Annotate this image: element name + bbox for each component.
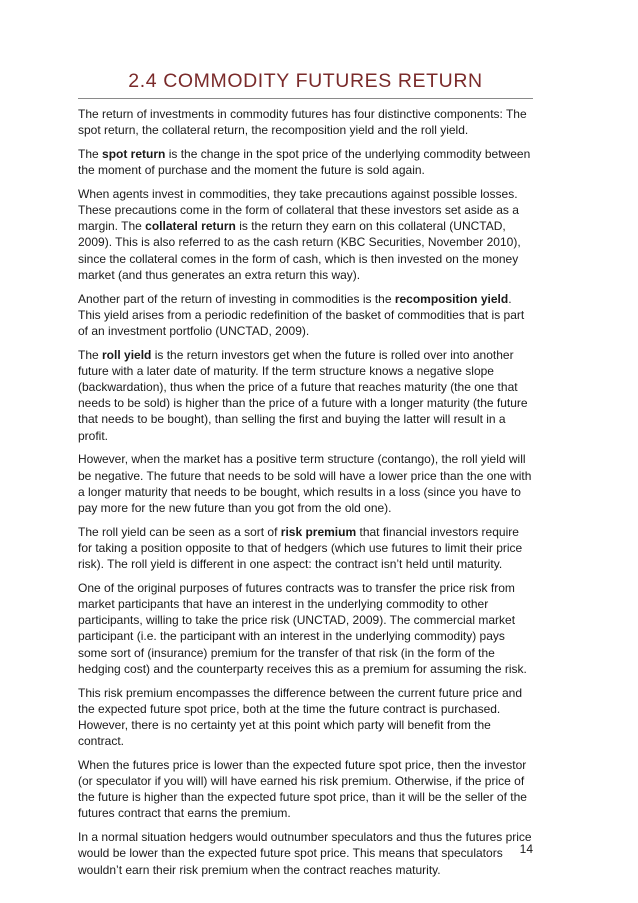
heading-rule	[78, 98, 533, 99]
paragraph	[78, 186, 536, 283]
paragraph-text: When agents invest in commodities, they take precautions against possible losses. These precautions come in the form of collateral that these investors set aside as a margin. The	[78, 186, 519, 234]
paragraph-text: This risk premium encompasses the difference between the current future price and the expected future spot price, both at the time the future contract is purchased. However, there is no certainty yet at this point which party will benefit from the contract.	[78, 685, 522, 749]
paragraph-text: The	[78, 146, 103, 161]
paragraph	[78, 347, 536, 444]
term-recomposition-yield: recomposition yield	[394, 291, 509, 306]
paragraph-text: However, when the market has a positive term structure (contango), the roll yield will be negative. The future that needs to be sold will have a lower price than the one with a longer maturity that needs to be bought, which results in a loss (since you have to pay more for the new future than you got from the old one).	[78, 452, 532, 515]
paragraph-text: is the return investors get when the future is rolled over into another future with a later date of maturity. If the term structure knows a negative slope (backwardation), thus when the price of a future that reaches maturity (the one that needs to be sold) is higher than the price of a future with a longer maturity (the future that needs to be bought), than selling the first and buying the latter will result in a profit.	[78, 347, 528, 443]
term-collateral-return: collateral return	[145, 219, 236, 234]
paragraph	[78, 580, 536, 677]
section-heading: 2.4 COMMODITY FUTURES RETURN	[128, 70, 483, 92]
paragraph-text: is the change in the spot price of the underlying commodity between the moment of purchase and the moment the future is sold again.	[78, 146, 531, 178]
page-number: 14	[519, 842, 533, 856]
paragraph	[78, 146, 536, 178]
body-text	[78, 106, 536, 885]
paragraph-text: Another part of the return of investing in commodities is the	[78, 291, 395, 306]
term-spot-return: spot return	[102, 146, 166, 161]
paragraph-text: In a normal situation hedgers would outnumber speculators and thus the futures price would be lower than the expected future spot price. This means that speculators wouldn’t earn their risk premium when the contract reaches maturity.	[78, 830, 532, 877]
paragraph-text: The return of investments in commodity futures has four distinctive components: The spot return, the collateral return, the recomposition yield and the roll yield.	[78, 107, 527, 138]
paragraph-text: The roll yield can be seen as a sort of	[78, 524, 281, 539]
paragraph	[78, 524, 536, 573]
paragraph-text: When the futures price is lower than the expected future spot price, then the investor (or speculator if you will) will have earned his risk premium. Otherwise, if the price of the future is higher than the expected future spot price, than it will be the seller of the futures contract that earns the premium.	[78, 757, 527, 821]
paragraph	[78, 685, 536, 750]
term-risk-premium: risk premium	[280, 524, 357, 539]
paragraph	[78, 106, 536, 138]
paragraph-text: . This yield arises from a periodic redefinition of the basket of commodities that is part of an investment portfolio (UNCTAD, 2009).	[78, 291, 525, 338]
paragraph-text: is the return they earn on this collateral (UNCTAD, 2009). This is also referred to as the cash return (KBC Securities, November 2010), since the collateral comes in the form of cash, which is then invested on the money market (and thus generates an extra return this way).	[78, 219, 521, 282]
paragraph	[78, 757, 536, 822]
paragraph-text: The	[78, 347, 103, 362]
term-roll-yield: roll yield	[102, 347, 152, 362]
paragraph	[78, 829, 536, 878]
paragraph	[78, 291, 536, 340]
paragraph-text: One of the original purposes of futures contracts was to transfer the price risk from market participants that have an interest in the underlying commodity to other participants, willing to take the price risk (UNCTAD, 2009). The commercial market participant (i.e. the participant with an interest in the underlying commodity) pays some sort of (insurance) premium for the transfer of that risk (in the form of the hedging cost) and the counterparty receives this as a premium for assuming the risk.	[78, 580, 527, 676]
paragraph-text: that financial investors require for taking a position opposite to that of hedgers (which use futures to limit their price risk). The roll yield is different in one aspect: the contract isn’t held until maturity.	[78, 524, 523, 572]
paragraph	[78, 451, 536, 516]
